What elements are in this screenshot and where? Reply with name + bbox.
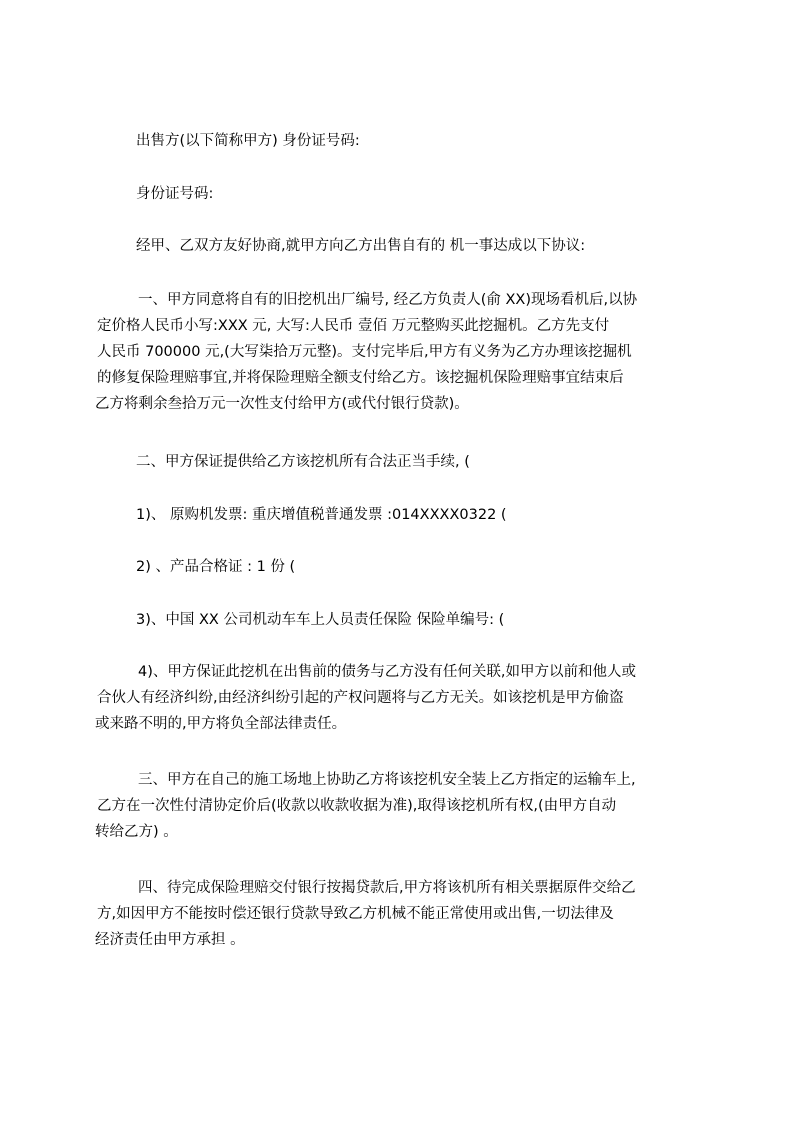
clause-four-line: 经济责任由甲方承担 。: [95, 932, 245, 948]
item-debt-guarantee-line: 4)、甲方保证此挖机在出售前的债务与乙方没有任何关联,如甲方以前和他人或: [138, 664, 636, 680]
id-number-line: 身份证号码:: [136, 186, 214, 202]
clause-three: [95, 767, 698, 845]
clause-two: 二、甲方保证提供给乙方该挖机所有合法正当手续, (: [136, 454, 470, 470]
clause-three-line: 乙方在一次性付清协定价后(收款以收款收据为准),取得该挖机所有权,(由甲方自动: [97, 798, 617, 814]
item-debt-guarantee-line: 或来路不明的,甲方将负全部法律责任。: [95, 716, 347, 732]
item-purchase-invoice: 1)、 原购机发票: 重庆增值税普通发票 :014XXXX0322 (: [136, 507, 507, 523]
clause-one: [95, 287, 698, 417]
clause-one-line: 一、甲方同意将自有的旧挖机出厂编号, 经乙方负责人(俞 XX)现场看机后,以协: [138, 292, 638, 308]
clause-four-line: 方,如因甲方不能按时偿还银行贷款导致乙方机械不能正常使用或出售,一切法律及: [97, 906, 614, 922]
agreement-intro: 经甲、乙双方友好协商,就甲方向乙方出售自有的 机一事达成以下协议:: [136, 238, 586, 254]
clause-three-line: 转给乙方) 。: [95, 824, 178, 840]
clause-one-line: 的修复保险理赔事宜,并将保险理赔全额支付给乙方。该挖掘机保险理赔事宜结束后: [97, 370, 624, 386]
clause-one-line: 乙方将剩余叁拾万元一次性支付给甲方(或代付银行贷款)。: [95, 396, 469, 412]
item-debt-guarantee: [95, 659, 698, 737]
item-certificate: 2) 、产品合格证 : 1 份 (: [136, 559, 296, 575]
clause-four-line: 四、待完成保险理赔交付银行按揭贷款后,甲方将该机所有相关票据原件交给乙: [138, 880, 636, 896]
clause-four: [95, 875, 698, 953]
item-insurance-policy: 3)、中国 XX 公司机动车车上人员责任保险 保险单编号: (: [136, 612, 505, 628]
clause-one-line: 定价格人民币小写:XXX 元, 大写:人民币 壹佰 万元整购买此挖掘机。乙方先支付: [97, 318, 610, 334]
clause-three-line: 三、甲方在自己的施工场地上协助乙方将该挖机安全装上乙方指定的运输车上,: [138, 772, 636, 788]
clause-one-line: 人民币 700000 元,(大写柒拾万元整)。支付完毕后,甲方有义务为乙方办理该挖掘机: [97, 344, 632, 360]
item-debt-guarantee-line: 合伙人有经济纠纷,由经济纠纷引起的产权问题将与乙方无关。如该挖机是甲方偷盗: [97, 690, 624, 706]
seller-line: 出售方(以下简称甲方) 身份证号码:: [136, 133, 360, 149]
